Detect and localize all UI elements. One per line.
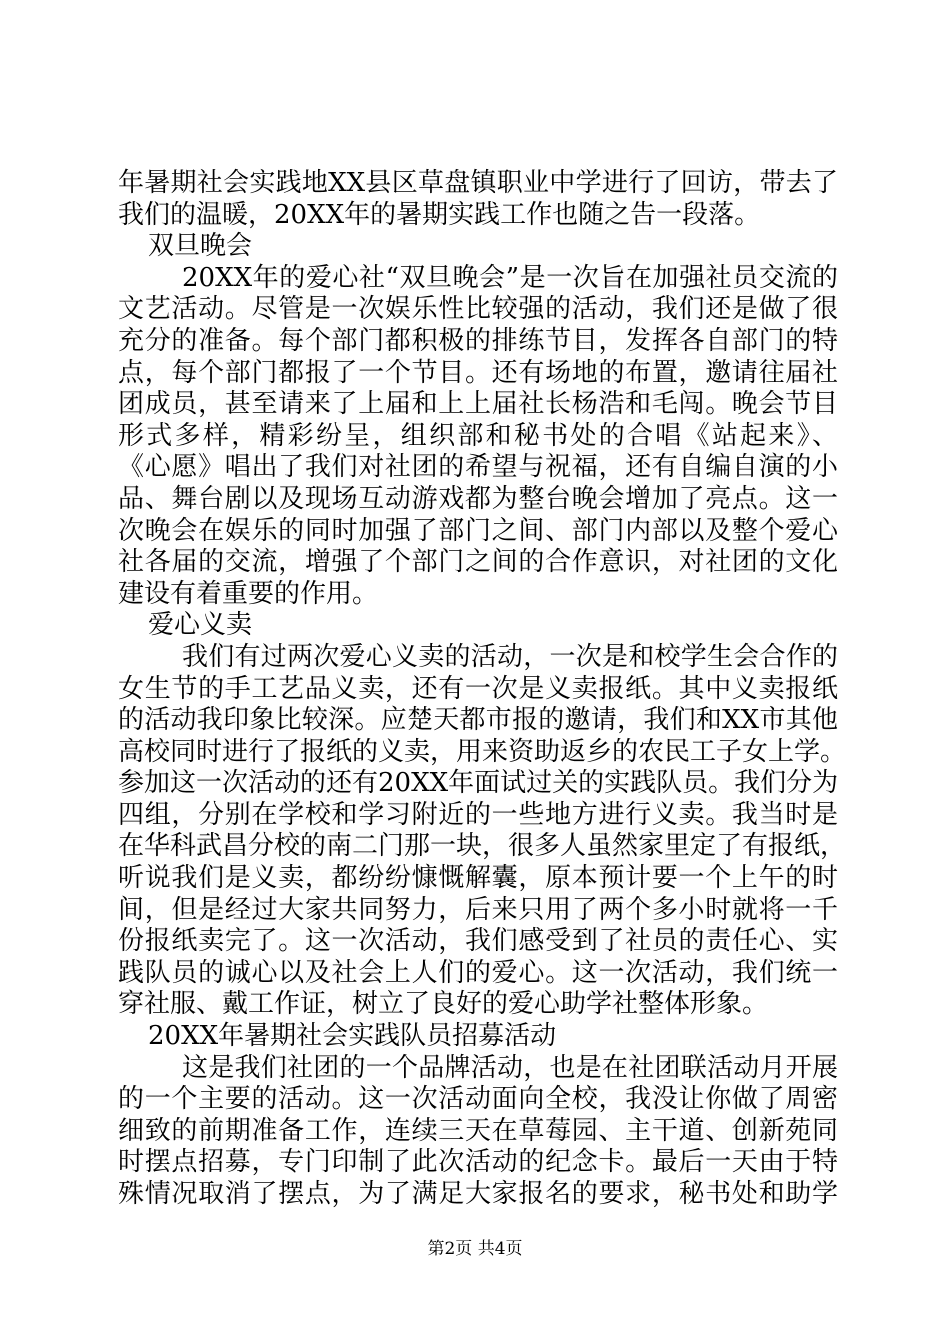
paragraph-line: 的一个主要的活动。这一次活动面向全校，我没让你做了周密 [118, 1084, 838, 1115]
paragraph-line: 听说我们是义卖，都纷纷慷慨解囊，原本预计要一个上午的时 [118, 863, 838, 894]
paragraph-line: 我们的温暖，20XX年的暑期实践工作也随之告一段落。 [118, 199, 761, 230]
paragraph-line: 在华科武昌分校的南二门那一块，很多人虽然家里定了有报纸， [118, 831, 847, 862]
section-heading: 双旦晚会 [148, 231, 253, 262]
paragraph-line: 形式多样，精彩纷呈，组织部和秘书处的合唱《站起来》、 [118, 420, 838, 451]
paragraph-line: 社各届的交流，增强了个部门之间的合作意识，对社团的文化 [118, 547, 838, 578]
paragraph-line: 20XX年的爱心社“双旦晚会”是一次旨在加强社员交流的 [182, 262, 838, 293]
paragraph-line: 高校同时进行了报纸的义卖，用来资助返乡的农民工子女上学。 [118, 736, 847, 767]
paragraph-line: 穿社服、戴工作证，树立了良好的爱心助学社整体形象。 [118, 989, 769, 1020]
document-body [118, 168, 847, 1211]
section-heading: 20XX年暑期社会实践队员招募活动 [148, 1021, 557, 1052]
paragraph-line: 女生节的手工艺品义卖，还有一次是义卖报纸。其中义卖报纸 [118, 673, 838, 704]
page-footer: 第2页 共4页 [427, 1239, 523, 1259]
paragraph-line: 时摆点招募，专门印制了此次活动的纪念卡。最后一天由于特 [118, 1147, 838, 1178]
paragraph-line: 充分的准备。每个部门都积极的排练节目，发挥各自部门的特 [118, 325, 838, 356]
paragraph-line: 的活动我印象比较深。应楚天都市报的邀请，我们和XX市其他 [118, 705, 838, 736]
paragraph-line: 点，每个部门都报了一个节目。还有场地的布置，邀请往届社 [118, 357, 838, 388]
paragraph-line: 次晚会在娱乐的同时加强了部门之间、部门内部以及整个爱心 [118, 515, 838, 546]
paragraph-line: 文艺活动。尽管是一次娱乐性比较强的活动，我们还是做了很 [118, 294, 838, 325]
paragraph-line: 这是我们社团的一个品牌活动，也是在社团联活动月开展 [182, 1052, 838, 1083]
paragraph-line: 参加这一次活动的还有20XX年面试过关的实践队员。我们分为 [118, 768, 839, 799]
paragraph-line: 份报纸卖完了。这一次活动，我们感受到了社员的责任心、实 [118, 926, 838, 957]
paragraph-line: 我们有过两次爱心义卖的活动，一次是和校学生会合作的 [182, 641, 838, 672]
paragraph-line: 团成员，甚至请来了上届和上上届社长杨浩和毛闯。晚会节目 [118, 389, 838, 420]
paragraph-line: 践队员的诚心以及社会上人们的爱心。这一次活动，我们统一 [118, 957, 838, 988]
paragraph-line: 细致的前期准备工作，连续三天在草莓园、主干道、创新苑同 [118, 1115, 838, 1146]
paragraph-line: 四组，分别在学校和学习附近的一些地方进行义卖。我当时是 [118, 799, 838, 830]
paragraph-line: 间，但是经过大家共同努力，后来只用了两个多小时就将一千 [118, 894, 838, 925]
paragraph-line: 品、舞台剧以及现场互动游戏都为整台晚会增加了亮点。这一 [118, 483, 838, 514]
paragraph-line: 建设有着重要的作用。 [118, 578, 379, 609]
paragraph-line: 《心愿》唱出了我们对社团的希望与祝福，还有自编自演的小 [118, 452, 838, 483]
paragraph-line: 年暑期社会实践地XX县区草盘镇职业中学进行了回访，带去了 [118, 168, 838, 198]
paragraph-line: 殊情况取消了摆点，为了满足大家报名的要求，秘书处和助学 [118, 1179, 838, 1209]
section-heading: 爱心义卖 [148, 610, 253, 641]
